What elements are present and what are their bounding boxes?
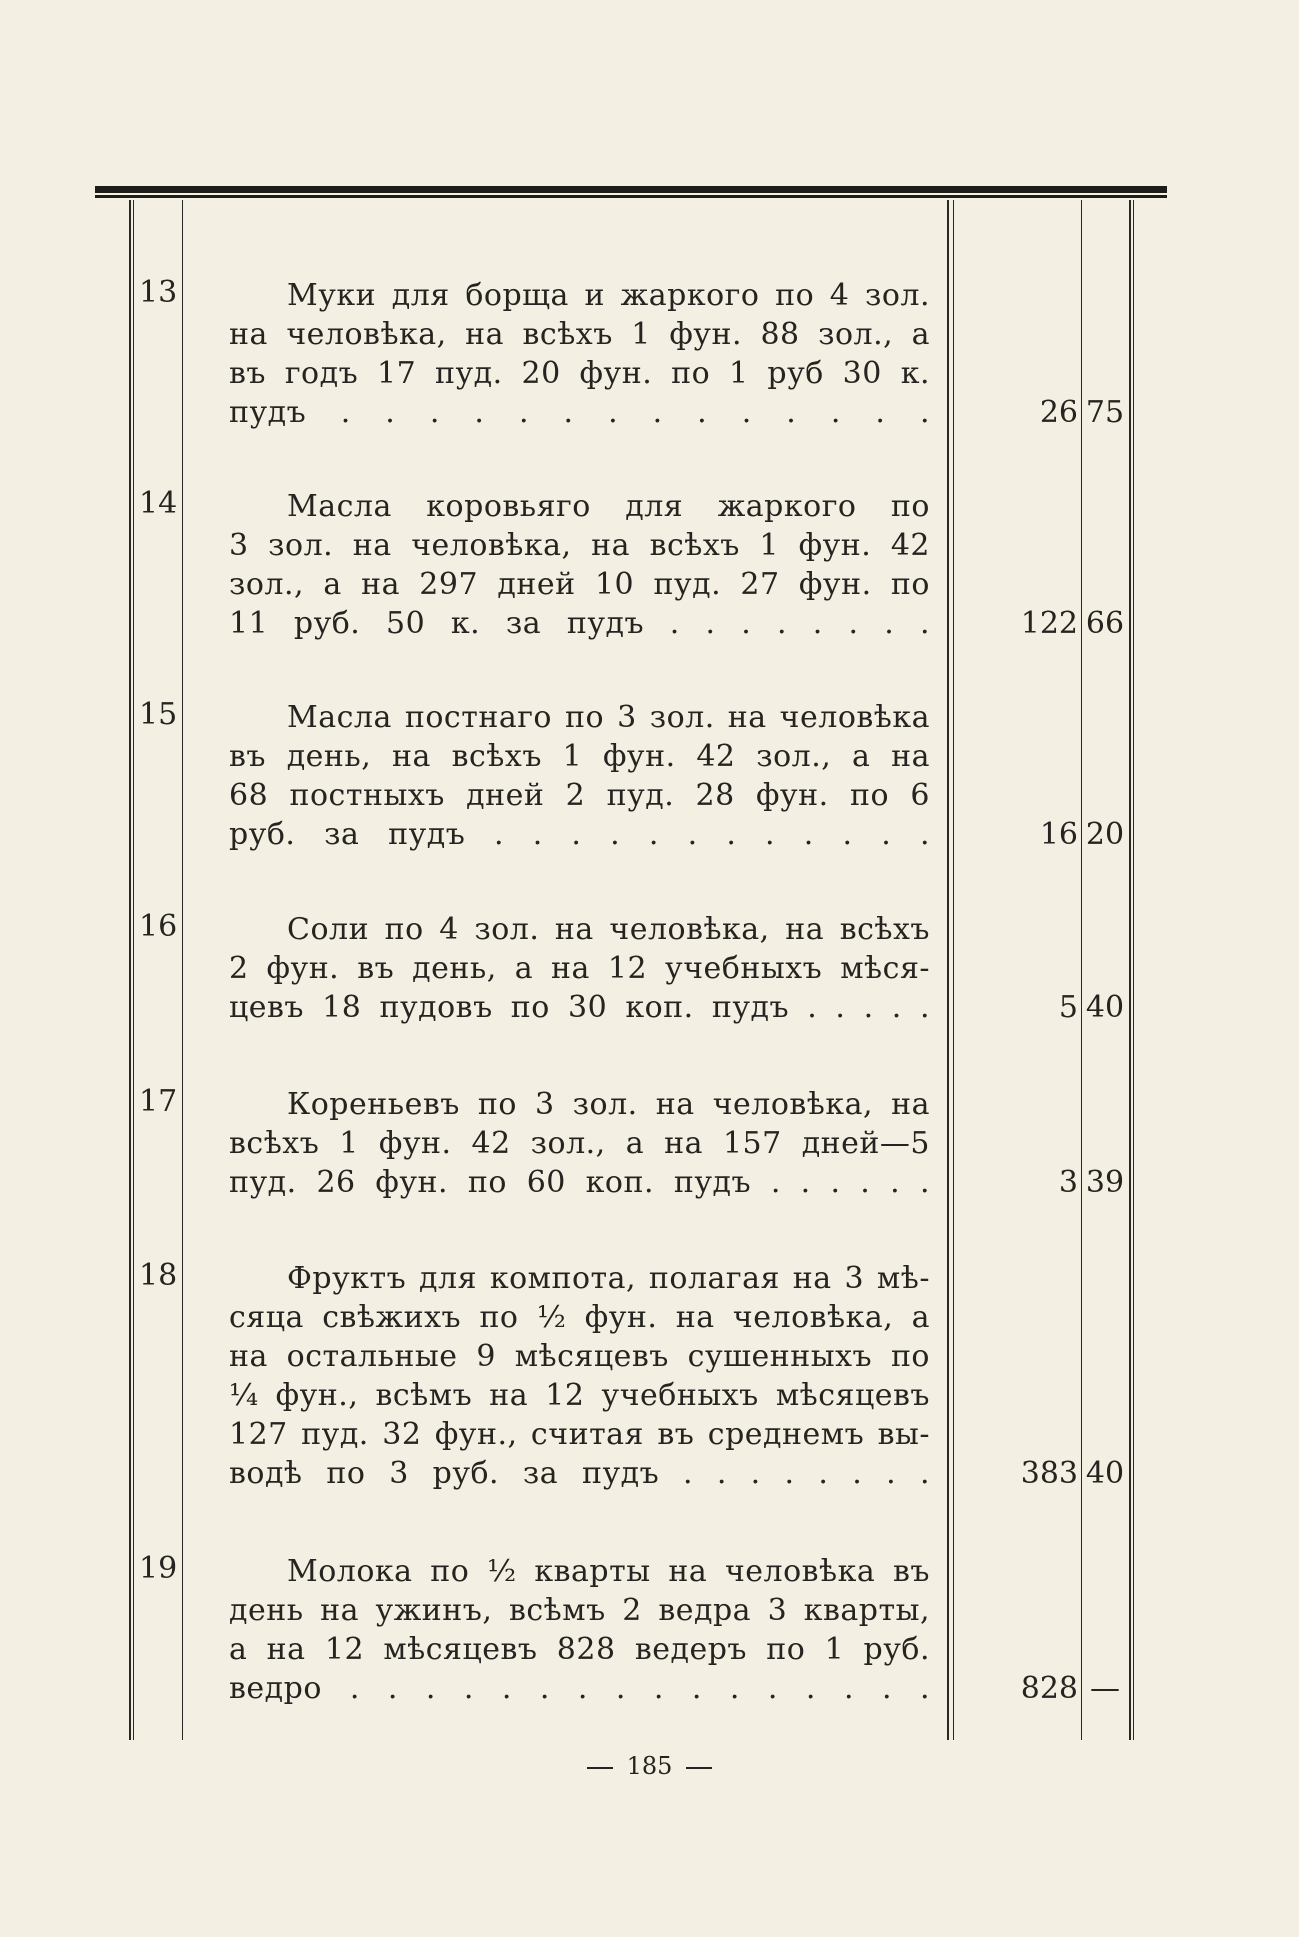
top-thin-rule [95, 195, 1167, 198]
item-description: Масла постнаго по 3 зол. на человѣка въ день, на всѣхъ 1 фун. 42 зол., а на 68 постныхъ дней 2 пуд. 28 фун. по 6 руб. за пудъ . . . . . . . . . . . . [229, 700, 930, 852]
item-description: Масла коровьяго для жаркого по 3 зол. на человѣка, на всѣхъ 1 фун. 42 зол., а на 297 дней 10 пуд. 27 фун. по 11 руб. 50 к. за пудъ . . . . . . . . [229, 489, 930, 641]
column-line-number [182, 200, 183, 1740]
item-description: Фруктъ для компота, полагая на 3 мѣ- сяца свѣжихъ по ½ фун. на человѣка, а на остальные 9 мѣсяцевъ сушенныхъ по ¼ фун., всѣмъ на 12 учебныхъ мѣсяцевъ 127 пуд. 32 фун., считая въ среднемъ вы- водѣ по 3 руб. за пудъ . . . . . . . . [229, 1261, 930, 1491]
column-line-desc-right-inner [953, 200, 954, 1740]
item-number: 15 [139, 697, 178, 732]
page-number: 185 [0, 1752, 1299, 1780]
amount-kopecks: 40 [1085, 990, 1125, 1025]
amount-kopecks: 66 [1085, 606, 1125, 641]
amount-rubles: 5 [1058, 990, 1078, 1025]
amount-rubles: 122 [1020, 606, 1078, 641]
amount-kopecks: 40 [1085, 1456, 1125, 1491]
item-number: 19 [139, 1551, 178, 1586]
amount-rubles: 16 [1039, 817, 1078, 852]
amount-rubles: 26 [1039, 395, 1078, 430]
column-line-right [1129, 200, 1131, 1740]
amount-kopecks: 39 [1085, 1165, 1125, 1200]
item-description: Молока по ½ кварты на человѣка въ день на ужинъ, всѣмъ 2 ведра 3 кварты, а на 12 мѣсяцевъ 828 ведеръ по 1 руб. ведро . . . . . . . . . . . . . . . . [229, 1554, 930, 1706]
item-description: Муки для борща и жаркого по 4 зол. на человѣка, на всѣхъ 1 фун. 88 зол., а въ годъ 17 пуд. 20 фун. по 1 руб 30 к. пудъ . . . . . . . . . . . . . . [229, 278, 930, 430]
column-line-desc-right [947, 200, 949, 1740]
amount-rubles: 3 [1058, 1165, 1078, 1200]
top-double-rule [95, 186, 1167, 193]
amount-rubles: 828 [1020, 1671, 1078, 1706]
dash-left [587, 1767, 613, 1769]
amount-kopecks: 20 [1085, 817, 1125, 852]
amount-kopecks: 75 [1085, 395, 1125, 430]
amount-rubles: 383 [1020, 1456, 1078, 1491]
column-line-right-inner [1133, 200, 1134, 1740]
column-line-left-inner [133, 200, 134, 1740]
item-number: 18 [139, 1258, 178, 1293]
item-number: 17 [139, 1084, 178, 1119]
dash-right [686, 1767, 712, 1769]
item-description: Соли по 4 зол. на человѣка, на всѣхъ 2 фун. въ день, а на 12 учебныхъ мѣся- цевъ 18 пудовъ по 30 коп. пудъ . . . . . [229, 912, 930, 1025]
amount-kopecks: — [1090, 1671, 1120, 1706]
item-number: 16 [139, 909, 178, 944]
column-line-left-outer [129, 200, 131, 1740]
item-description: Кореньевъ по 3 зол. на человѣка, на всѣхъ 1 фун. 42 зол., а на 157 дней—5 пуд. 26 фун. по 60 коп. пудъ . . . . . . [229, 1087, 930, 1200]
item-number: 14 [139, 486, 178, 521]
item-number: 13 [139, 275, 178, 310]
